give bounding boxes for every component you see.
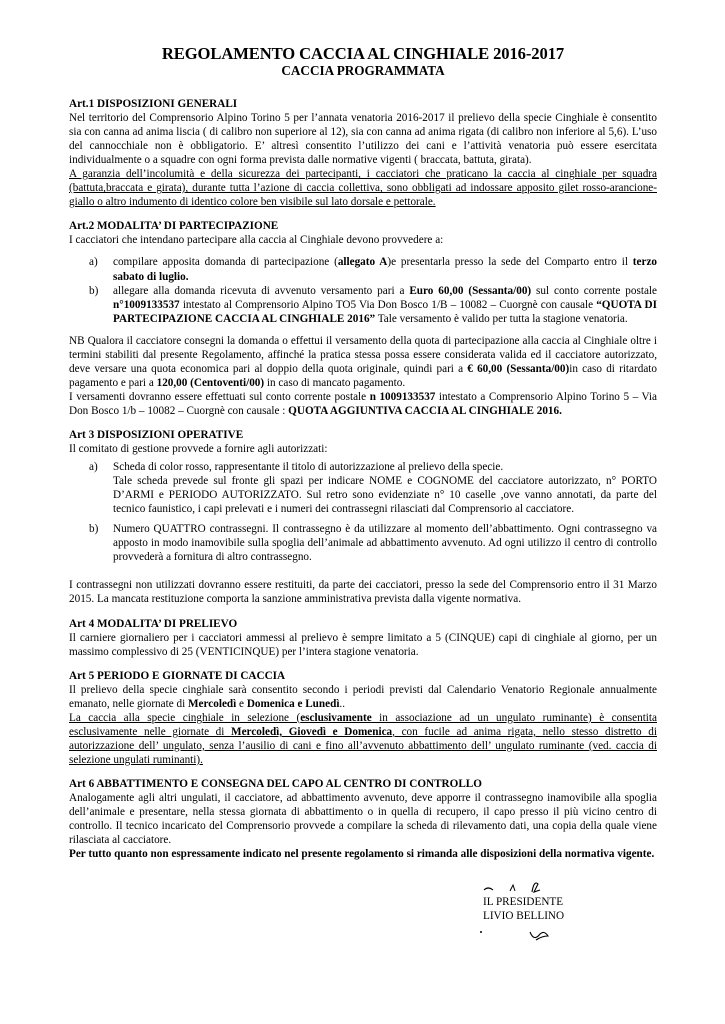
article-3-closing: I contrassegni non utilizzati dovranno essere restituiti, da parte dei cacciatori, presso la sede del Comprensorio entro il 31 Marzo 2015. La mancata restituzione comporta la sanzione amministrativa prevista dalla vigente normativa. — [69, 579, 657, 606]
article-1 — [69, 97, 657, 209]
list-marker: a) — [89, 461, 98, 474]
document-page — [69, 44, 657, 871]
document-subtitle: CACCIA PROGRAMMATA — [281, 63, 445, 78]
article-2-payment-paragraph: I versamenti dovranno essere effettuati sul conto corrente postale n 1009133537 intestato a Comprensorio Alpino Torino 5 – Via Don Bosco 1/b – 10082 – Cuorgnè con causale : QUOTA AGGIUNTIVA CACCIA AL CINGHIALE 2016. — [69, 390, 657, 417]
list-marker: a) — [89, 256, 98, 269]
article-3-heading: Art 3 DISPOSIZIONI OPERATIVE — [69, 428, 244, 441]
article-4-text: Il carniere giornaliero per i cacciatori ammessi al prelievo è sempre limitato a 5 (CINQUE) capi di cinghiale al giorno, per un massimo complessivo di 25 (VENTICINQUE) per l’intera stagione venatoria. — [69, 631, 657, 658]
article-3-item-b — [89, 522, 657, 564]
article-4 — [69, 617, 657, 659]
article-3-intro: Il comitato di gestione provvede a fornire agli autorizzati: — [69, 443, 328, 456]
article-6-closing: Per tutto quanto non espressamente indicato nel presente regolamento si rimanda alle disposizioni della normativa vigente. — [69, 848, 655, 861]
article-1-paragraph: Nel territorio del Comprensorio Alpino Torino 5 per l’annata venatoria 2016-2017 il prelievo della specie Cinghiale è consentito sia con canna ad anima liscia ( di calibro non superiore al 12), sia con canna ad anima rigata (di calibro non inferiore al 5,6). L’uso del cannocchiale non è obbligatorio. E’ altresì consentito l’utilizzo dei cani e l’attività venatoria può essere esercitata individualmente o a squadre con ogni forma prevista dalle normative vigenti ( braccata, battuta, girata). — [69, 112, 657, 167]
document-title: REGOLAMENTO CACCIA AL CINGHIALE 2016-2017 — [161, 44, 565, 63]
article-1-heading: Art.1 DISPOSIZIONI GENERALI — [69, 98, 238, 110]
list-item-text: allegare alla domanda ricevuta di avvenuto versamento pari a Euro 60,00 (Sessanta/00) sul conto corrente postale n°1009133537 intestato al Comprensorio Alpino TO5 Via Don Bosco 1/B – 10082 – Cuorgnè con causale “QUOTA DI PARTECIPAZIONE CACCIA AL CINGHIALE 2016” Tale versamento è valido per tutta la stagione venatoria. — [113, 284, 657, 325]
article-2-nb-paragraph: NB Qualora il cacciatore consegni la domanda o effettui il versamento della quota di partecipazione alla caccia al Cinghiale oltre i termini stabiliti dal presente Regolamento, affinché la pratica stessa possa essere considerata valida ed il cacciatore autorizzato, deve versare una quota economica pari al doppio della quota originale, quindi pari a € 60,00 (Sessanta/00)in caso di ritardato pagamento e pari a 120,00 (Centoventi/00) in caso di mancato pagamento. — [69, 334, 657, 389]
article-1-safety-paragraph: A garanzia dell’incolumità e della sicurezza dei partecipanti, i cacciatori che praticano la caccia al cinghiale per squadra (battuta,braccata e girata), durante tutta l’azione di caccia collettiva, sono obbligati ad indossare apposito gilet rosso-arancione-giallo o altro indumento di identico colore ben visibile sul lato dorsale e pettorale. — [69, 168, 657, 209]
signature-role: IL PRESIDENTE — [483, 896, 564, 908]
list-item-text: Scheda di color rosso, rappresentante il titolo di autorizzazione al prelievo della specie. Tale scheda prevede sul fronte gli spazi per indicare NOME e COGNOME del cacciatore autorizzato, n° PORTO D’ARMI e PERIODO AUTORIZZATO. Sul retro sono evidenziate n° 10 caselle ,ove vanno annotati, da parte del tecnico faunistico, i capi prelevati e i numeri dei contrassegni rilasciati dal Comprensorio al cacciatore. — [113, 461, 657, 516]
article-6-text: Analogamente agli altri ungulati, il cacciatore, ad abbattimento avvenuto, deve apporre il contrassegno inamovibile alla spoglia dell’animale e presentare, nella stessa giornata di abbattimento o in quella di recupero, il capo presso il più vicino centro di controllo. Il tecnico incaricato del Comprensorio provvede a compilare la scheda di rilevamento dati, una copia della quale viene rilasciata al cacciatore. — [69, 792, 657, 847]
article-6 — [69, 777, 657, 861]
article-3-item-a — [89, 460, 657, 516]
list-marker: b) — [89, 284, 99, 297]
article-5 — [69, 669, 657, 767]
article-2-item-a — [89, 255, 657, 283]
article-3 — [69, 428, 657, 607]
article-2 — [69, 219, 657, 418]
list-item-text: Numero QUATTRO contrassegni. Il contrassegno è da utilizzare al momento dell’abbattimento. Ogni contrassegno va apposto in modo inamovibile sulla spoglia dell’animale ad abbattimento avvenuto. Ad ogni utilizzo il centro di controllo provvederà a fornitura di altro contrassegno. — [113, 523, 657, 564]
signature-block — [483, 895, 603, 923]
signature-scribble-top — [480, 878, 550, 896]
article-5-paragraph: Il prelievo della specie cinghiale sarà consentito secondo i periodi previsti dal Calendario Venatorio Regionale annualmente emanato, nelle giornate di Mercoledì e Domenica e Lunedì.. — [69, 683, 657, 710]
article-2-intro: I cacciatori che intendano partecipare alla caccia al Cinghiale devono provvedere a: — [69, 234, 444, 247]
signature-scribble-bottom — [478, 926, 568, 944]
article-6-heading: Art 6 ABBATTIMENTO E CONSEGNA DEL CAPO AL CENTRO DI CONTROLLO — [69, 777, 482, 790]
article-5-heading: Art 5 PERIODO E GIORNATE DI CACCIA — [69, 669, 286, 682]
signature-name: LIVIO BELLINO — [483, 910, 565, 922]
article-2-heading: Art.2 MODALITA’ DI PARTECIPAZIONE — [69, 220, 279, 233]
list-item-text: compilare apposita domanda di partecipazione (allegato A)e presentarla presso la sede del Comparto entro il terzo sabato di luglio. — [113, 256, 657, 283]
article-2-item-b — [89, 284, 657, 326]
article-4-heading: Art 4 MODALITA’ DI PRELIEVO — [69, 617, 238, 630]
list-marker: b) — [89, 523, 99, 536]
article-5-selection-paragraph: La caccia alla specie cinghiale in selezione (esclusivamente in associazione ad un ungulato ruminante) è consentita esclusivamente nelle giornate di Mercoledì, Giovedì e Domenica, con fucile ad anima rigata, nello stesso distretto di autorizzazione dell’ ungulato, senza l’ausilio di cani e fino all’avvenuto abbattimento dell’ ungulato ruminante (ved. caccia di selezione ungulati ruminanti). — [69, 711, 657, 766]
